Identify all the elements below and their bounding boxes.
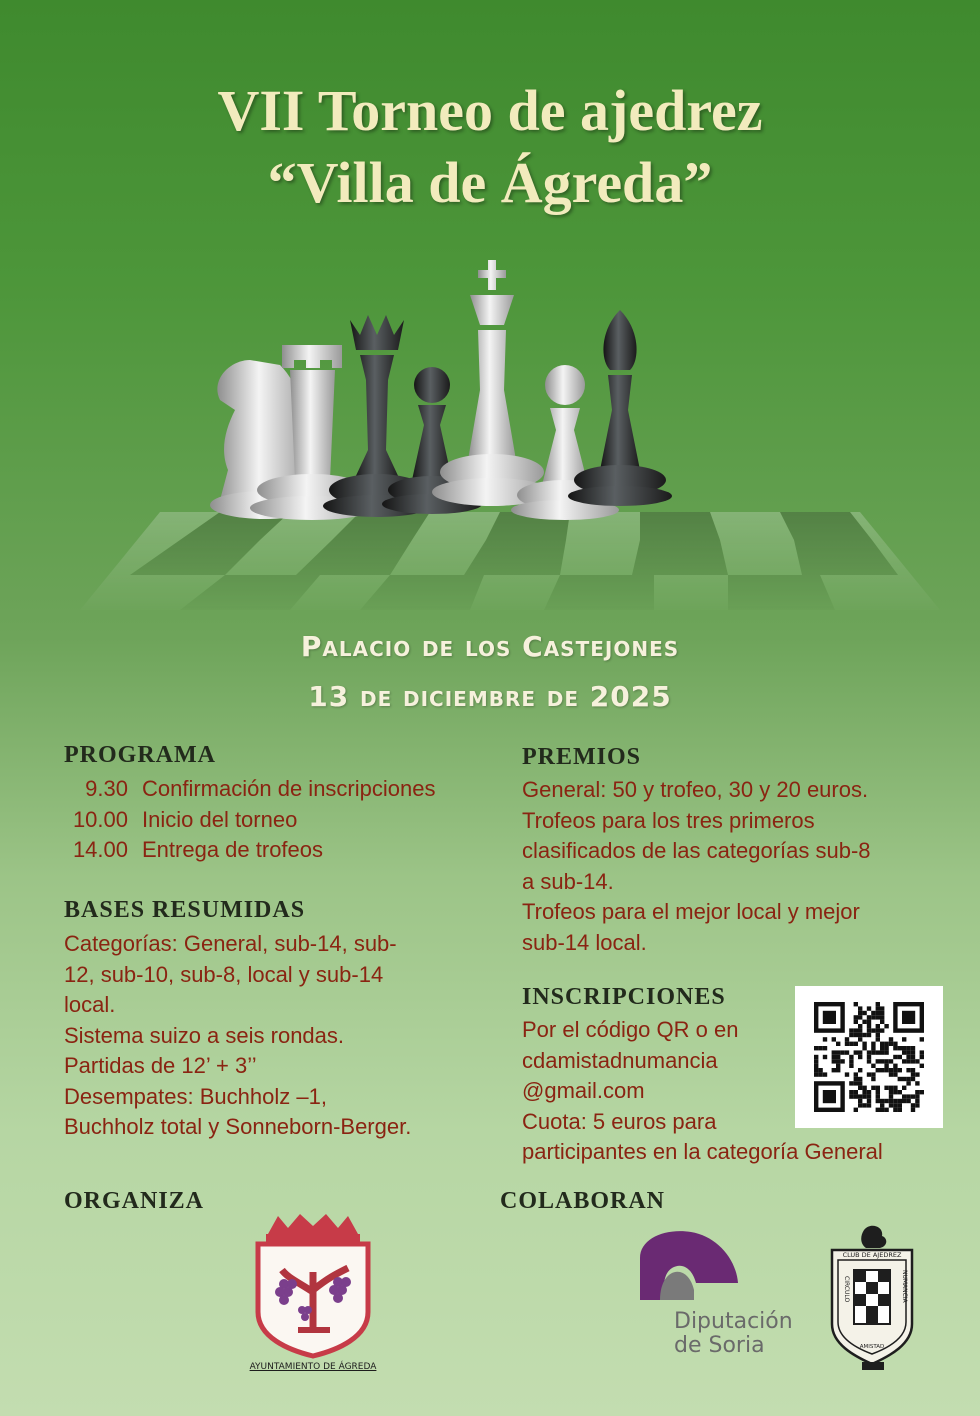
bases-line: Sistema suizo a seis rondas. (64, 1022, 345, 1048)
bases-line: Categorías: General, sub-14, sub- (64, 931, 397, 956)
diputacion-soria-logo (636, 1228, 806, 1363)
diputacion-text-line-2: de Soria (674, 1333, 765, 1358)
diputacion-text-line-1: Diputación (674, 1309, 793, 1334)
organiza-heading: ORGANIZA (64, 1188, 205, 1214)
bases-line: Partidas de 12’ + 3’’ (64, 1053, 257, 1078)
title-line-2: “Villa de Ágreda” (267, 150, 713, 215)
programa-heading: PROGRAMA (64, 742, 216, 768)
ayuntamiento-agreda-logo (238, 1212, 388, 1382)
premios-line: clasificados de las categorías sub-8 (522, 838, 871, 863)
club-ajedrez-badge-icon (826, 1224, 918, 1372)
premios-heading: PREMIOS (522, 744, 642, 770)
qr-code-image (795, 986, 943, 1128)
bases-list (64, 929, 411, 1143)
qr-finder-pattern (814, 1081, 845, 1112)
inscripciones-line: cdamistadnumancia (522, 1047, 718, 1073)
qr-code[interactable] (795, 986, 943, 1128)
programa-time: 10.00 (72, 806, 128, 832)
qr-finder-pattern (893, 1002, 924, 1033)
programa-item (64, 774, 435, 805)
club-badge-bottom-text: AMISTAD (859, 1344, 885, 1350)
premios-line: General: 50 y trofeo, 30 y 20 euros. (522, 777, 869, 802)
programa-list (64, 774, 435, 866)
inscripciones-heading: INSCRIPCIONES (522, 984, 726, 1010)
bases-line: Desempates: Buchholz –1, (64, 1083, 327, 1109)
venue-name (0, 630, 980, 663)
programa-text: Inicio del torneo (142, 806, 298, 832)
premios-line: Trofeos para los tres primeros (522, 807, 815, 833)
venue-place-text: Palacio de los Castejones (300, 630, 680, 663)
inscripciones-line: @gmail.com (522, 1078, 645, 1103)
programa-text: Confirmación de inscripciones (142, 776, 436, 801)
inscripciones-line: Por el código QR o en (522, 1017, 739, 1042)
club-ajedrez-circulo-amistad-numancia-logo (826, 1224, 918, 1372)
premios-line: sub-14 local. (522, 929, 647, 955)
qr-finder-pattern (814, 1002, 845, 1033)
club-badge-top-text: CLUB DE AJEDREZ (842, 1251, 902, 1259)
bases-heading: BASES RESUMIDAS (64, 897, 306, 923)
premios-list (522, 775, 871, 958)
club-badge-right-text: NUMANCIA (901, 1270, 908, 1303)
white-king (432, 260, 552, 506)
programa-time: 14.00 (72, 837, 128, 862)
inscripciones-line: Cuota: 5 euros para (522, 1108, 717, 1134)
black-bishop (568, 310, 672, 506)
event-date-text: 13 de diciembre de 2025 (308, 680, 672, 713)
ayuntamiento-logo-caption: AYUNTAMIENTO DE ÁGREDA (249, 1362, 377, 1372)
inscripciones-line: participantes en la categoría General (522, 1139, 883, 1164)
premios-line: a sub-14. (522, 868, 614, 894)
chessboard (80, 512, 940, 610)
programa-item (64, 805, 435, 836)
chess-pieces-illustration (60, 250, 960, 620)
event-date (0, 680, 980, 713)
diputacion-arch-icon (636, 1228, 746, 1308)
programa-item (64, 835, 435, 866)
programa-time: 9.30 (85, 776, 128, 801)
programa-text: Entrega de trofeos (142, 837, 324, 862)
bases-line: local. (64, 992, 116, 1017)
club-badge-left-text: CIRCULO (843, 1276, 850, 1303)
colaboran-heading: COLABORAN (500, 1188, 666, 1214)
bases-line: Buchholz total y Sonneborn-Berger. (64, 1114, 412, 1139)
premios-line: Trofeos para el mejor local y mejor (522, 899, 860, 924)
ayuntamiento-shield-icon (238, 1212, 388, 1362)
bases-line: 12, sub-10, sub-8, local y sub-14 (64, 961, 384, 987)
title-line-1: VII Torneo de ajedrez (217, 78, 763, 143)
